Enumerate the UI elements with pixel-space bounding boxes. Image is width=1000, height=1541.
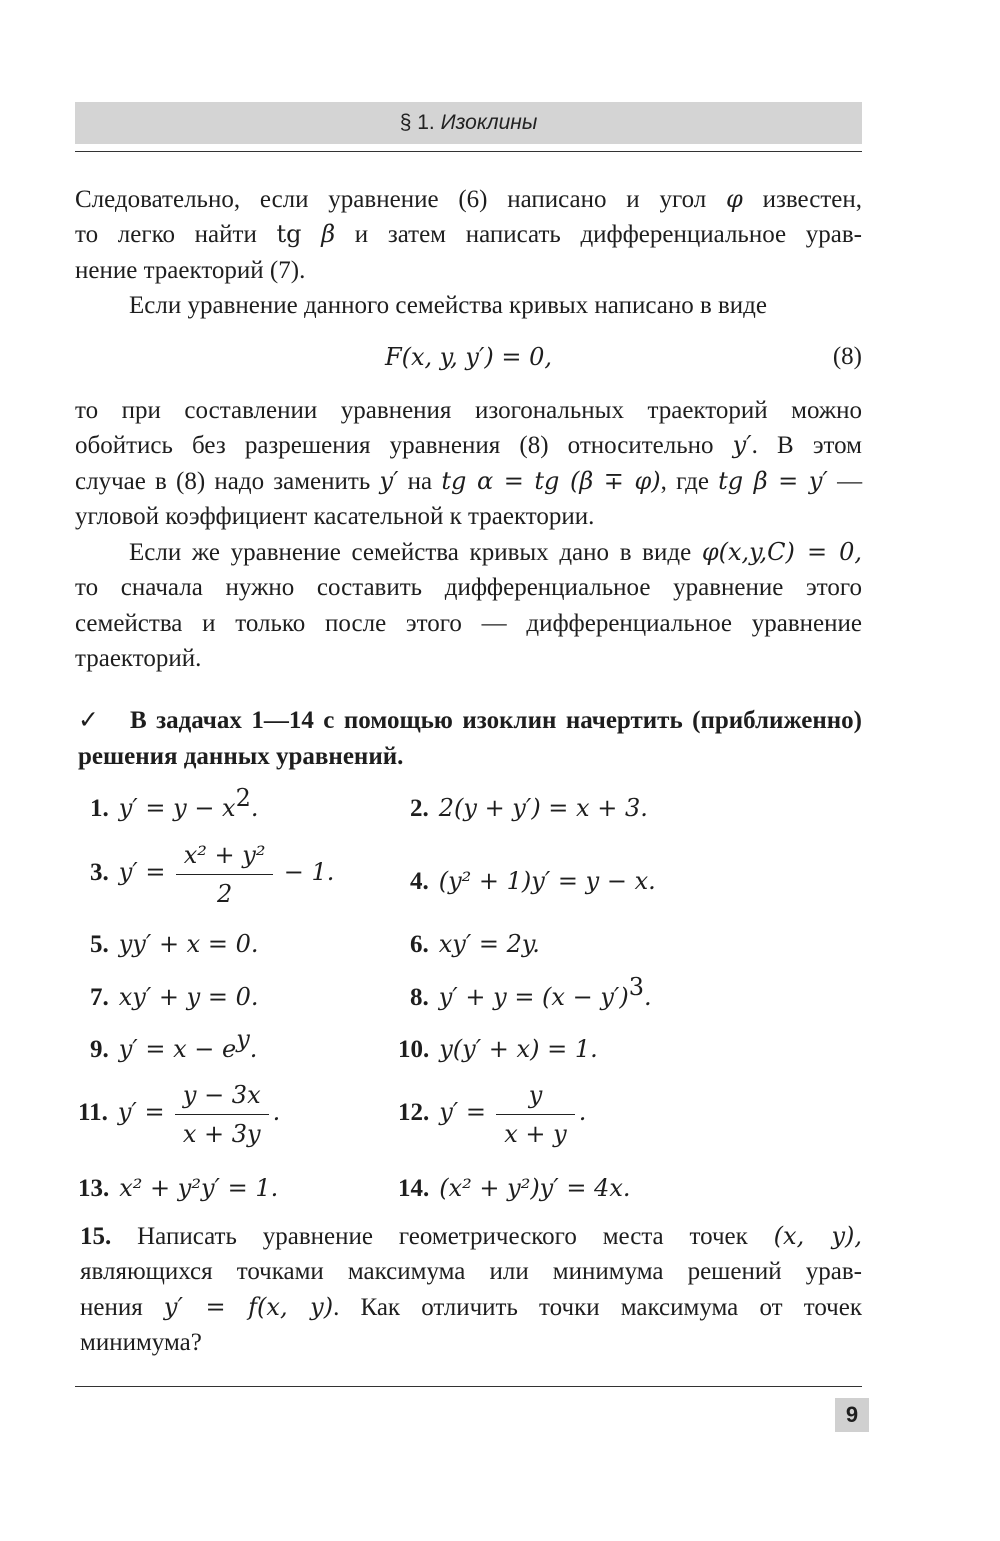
problem-15: 15. Написать уравнение геометрического места точек (x, y), являющихся точками максимума или минимума решений урав- нения y′ = f(x, y). Как отличить точки максимума от точек минимума? — [80, 1219, 862, 1361]
paragraph-4-line-1: Если же уравнение семейства кривых дано в виде φ(x,y,C) = 0, — [129, 538, 863, 566]
task-header-line-2: решения данных уравнений. — [78, 743, 404, 770]
problem-9: 9. $y' = x - e^y$. — [90, 1025, 258, 1063]
problem-8: 8. $y' + y = (x - y')^3$. — [410, 973, 652, 1011]
section-number: § 1. — [399, 111, 435, 134]
problem-12: 12. y′ = $\frac{y}{x + y}$ . — [398, 1078, 586, 1151]
problem-6: 6. xy′ = 2y. — [410, 930, 540, 958]
header-rule — [75, 151, 862, 152]
problem-2: 2. 2(y + y′) = x + 3. — [410, 794, 648, 822]
problem-3: 3. y′ = $\frac{\text{x² + y²}}{2}$ − 1. — [90, 838, 334, 911]
problem-1: 1. $y' = y - x^2$. — [90, 784, 259, 822]
paragraph-2: Если уравнение данного семейства кривых написано в виде — [129, 292, 768, 319]
problem-13: 13. x² + y²y′ = 1. — [78, 1174, 279, 1202]
problem-7: 7. xy′ + y = 0. — [90, 983, 259, 1011]
check-icon: ✓ — [78, 707, 99, 734]
page-number: 9 — [835, 1398, 869, 1432]
paragraph-1-line-3: нение траекторий (7). — [75, 256, 306, 284]
problem-10: 10. y(y′ + x) = 1. — [398, 1035, 598, 1063]
formula-8-number: (8) — [832, 343, 862, 370]
running-header — [75, 102, 862, 144]
footer-rule — [75, 1386, 862, 1387]
problem-3-fraction: $\frac{\text{x² + y²}}{2}$ — [176, 838, 274, 911]
problem-15-line-1: 15. Написать уравнение геометрического места точек (x, y), — [80, 1222, 862, 1250]
problem-11: 11. y′ = $\frac{y - 3x}{x + 3y}$ . — [78, 1078, 280, 1151]
paragraph-1 — [75, 182, 862, 288]
formula-8 — [75, 339, 862, 375]
section-title: Изоклины — [440, 111, 538, 134]
problem-11-fraction: $\frac{y - 3x}{x + 3y}$ — [175, 1078, 269, 1151]
formula-8-expression: F(x, y, y′) = 0, — [384, 343, 553, 371]
paragraph-3: то при составлении уравнения изогональных траекторий можно обойтись без разрешения уравнения (8) относительно y′. В этом случае в (8) надо заменить y′ на tg α = tg (β ∓ φ), где tg β = y′ — угловой коэффициент касательной к траектории. — [75, 397, 863, 531]
problem-4: 4. (y² + 1)y′ = y − x. — [410, 867, 656, 895]
paragraph-4: Если же уравнение семейства кривых дано в виде φ(x,y,C) = 0, то сначала нужно составить дифференциальное уравнение этого семейства и только после этого — дифференциальное уравнение траекторий. — [75, 535, 862, 677]
problem-14: 14. (x² + y²)y′ = 4x. — [398, 1174, 631, 1202]
problem-12-fraction: $\frac{y}{x + y}$ — [496, 1078, 574, 1151]
paragraph-1-line-1: Следовательно, если уравнение (6) написано и угол φ известен, — [75, 185, 863, 213]
paragraph-3-line-2: обойтись без разрешения уравнения (8) относительно y′. В этом — [75, 431, 862, 460]
paragraph-1-line-2: то легко найти tg β и затем написать дифференциальное урав- — [75, 220, 863, 249]
task-header-line-1: ✓ В задачах 1—14 с помощью изоклин начертить (приближенно) — [78, 703, 862, 739]
problem-15-line-3: нения y′ = f(x, y). Как отличить точки максимума от точек — [80, 1292, 862, 1321]
task-header — [78, 703, 862, 775]
paragraph-3-line-3: случае в (8) надо заменить y′ на tg α = tg (β ∓ φ), где tg β = y′ — — [75, 466, 863, 495]
problem-5: 5. yy′ + x = 0. — [90, 930, 259, 958]
